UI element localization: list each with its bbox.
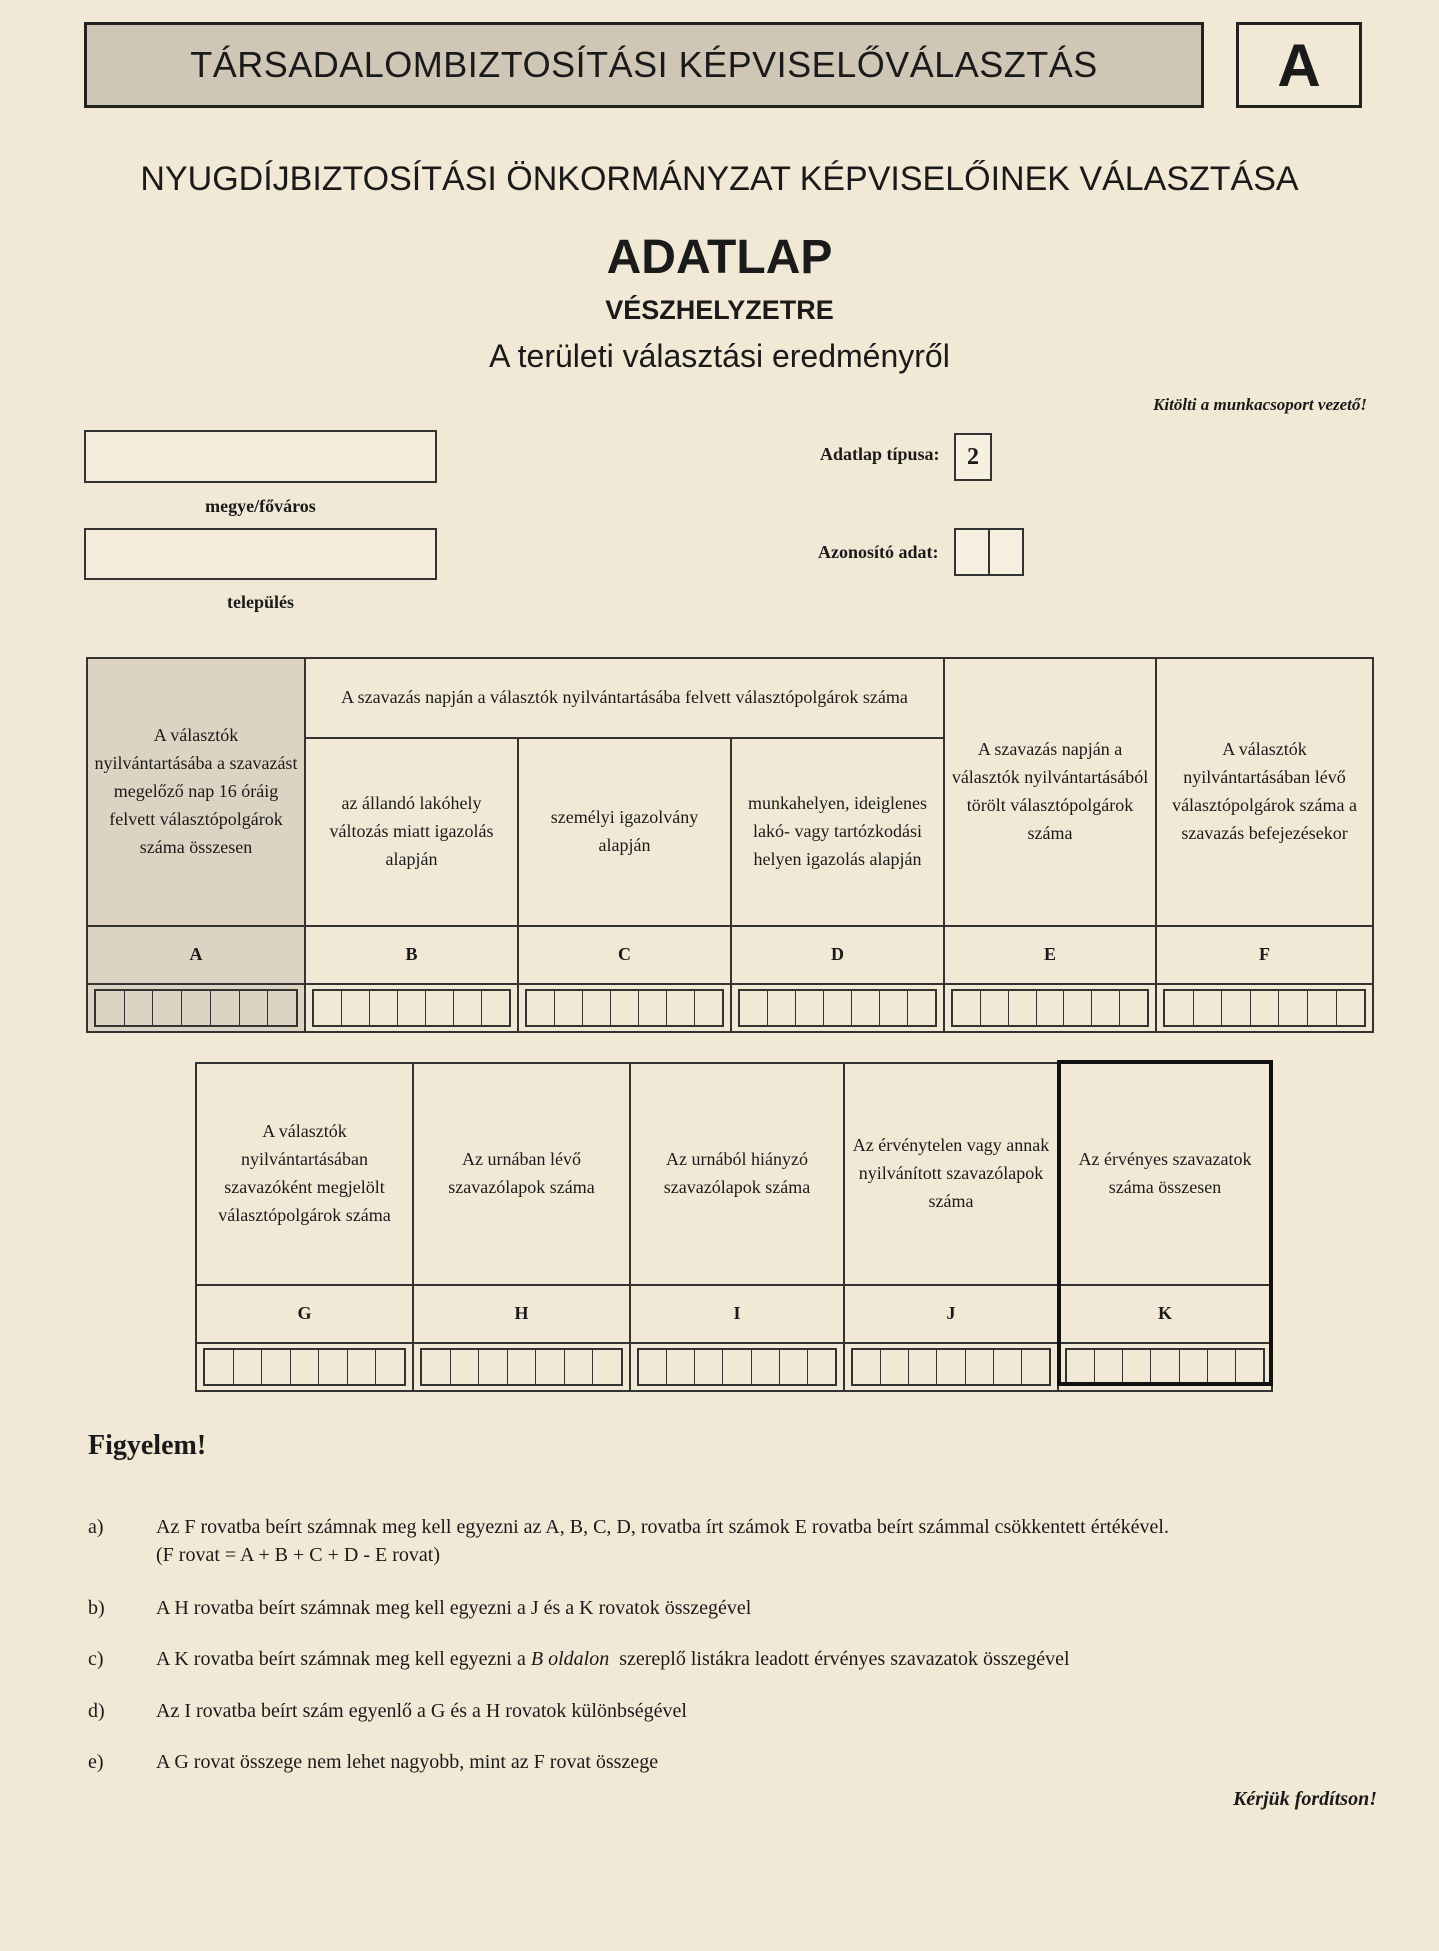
input-i[interactable]: [630, 1343, 844, 1391]
warning-item-e: [88, 1748, 1439, 1778]
warning-title: Figyelem!: [88, 1430, 207, 1461]
item-text: A H rovatba beírt számnak meg kell egyezni a J és a K rovatok összegével: [156, 1597, 752, 1619]
item-label: e): [88, 1751, 104, 1773]
item-text: Az I rovatba beírt szám egyenlő a G és a H rovatok különbségével: [156, 1700, 687, 1722]
input-c[interactable]: [518, 984, 731, 1032]
heading-subtitle: A területi választási eredményről: [489, 338, 950, 374]
input-a[interactable]: [87, 984, 305, 1032]
type-label: Adatlap típusa:: [820, 444, 940, 464]
col-b-header: az állandó lakóhely változás miatt igazolás alapján: [305, 738, 518, 926]
table-1: [86, 657, 1374, 1033]
group-header: A szavazás napján a választók nyilvántartásába felvett választópolgárok száma: [305, 658, 944, 738]
county-field[interactable]: [84, 430, 437, 483]
col-letter: K: [1058, 1285, 1272, 1343]
heading-line1: NYUGDÍJBIZTOSÍTÁSI ÖNKORMÁNYZAT KÉPVISELŐINEK VÁLASZTÁSA: [140, 160, 1299, 198]
col-letter: E: [944, 926, 1156, 984]
col-letter: H: [413, 1285, 630, 1343]
col-letter: A: [87, 926, 305, 984]
item-text-line1: Az F rovatba beírt számnak meg kell egyezni az A, B, C, D, rovatba írt számok E rovatba beírt számmal csökkentett értékével.: [156, 1516, 1169, 1538]
col-f-header: A választók nyilvántartásában lévő választópolgárok száma a szavazás befejezésekor: [1156, 658, 1373, 926]
id-label: Azonosító adat:: [818, 542, 939, 562]
col-a-header: A választók nyilvántartásába a szavazást megelőző nap 16 óráig felvett választópolgárok száma összesen: [87, 658, 305, 926]
item-text-italic: B oldalon: [530, 1648, 610, 1670]
col-letter: B: [305, 926, 518, 984]
settlement-label: település: [227, 592, 294, 612]
col-letter: F: [1156, 926, 1373, 984]
input-e[interactable]: [944, 984, 1156, 1032]
turn-page-note: Kérjük fordítson!: [1233, 1788, 1377, 1810]
id-digit-2[interactable]: [988, 528, 1024, 576]
col-letter: I: [630, 1285, 844, 1343]
item-text-after: szereplő listákra leadott érvényes szavazatok összegével: [609, 1648, 1070, 1670]
col-letter: C: [518, 926, 731, 984]
item-text: [156, 1645, 1439, 1673]
form-title: TÁRSADALOMBIZTOSÍTÁSI KÉPVISELŐVÁLASZTÁS: [84, 22, 1204, 108]
input-j[interactable]: [844, 1343, 1058, 1391]
item-text: A G rovat összege nem lehet nagyobb, mint az F rovat összege: [156, 1751, 659, 1773]
col-k-header: Az érvényes szavazatok száma összesen: [1058, 1063, 1272, 1285]
input-d[interactable]: [731, 984, 944, 1032]
col-c-header: személyi igazolvány alapján: [518, 738, 731, 926]
item-label: a): [88, 1516, 104, 1538]
type-field[interactable]: 2: [954, 433, 992, 481]
input-k[interactable]: [1058, 1343, 1272, 1391]
warning-item-b: [88, 1594, 1439, 1624]
item-label: c): [88, 1648, 104, 1670]
col-h-header: Az urnában lévő szavazólapok száma: [413, 1063, 630, 1285]
input-b[interactable]: [305, 984, 518, 1032]
county-label: megye/főváros: [205, 496, 316, 516]
col-i-header: Az urnából hiányzó szavazólapok száma: [630, 1063, 844, 1285]
form-letter: A: [1236, 22, 1362, 108]
input-h[interactable]: [413, 1343, 630, 1391]
input-g[interactable]: [196, 1343, 413, 1391]
col-letter: D: [731, 926, 944, 984]
item-label: b): [88, 1597, 105, 1619]
col-e-header: A szavazás napján a választók nyilvántartásából törölt választópolgárok száma: [944, 658, 1156, 926]
warning-item-d: [88, 1697, 1439, 1727]
item-text-before: A K rovatba beírt számnak meg kell egyezni a: [156, 1648, 531, 1670]
id-digit-1[interactable]: [954, 528, 990, 576]
col-j-header: Az érvénytelen vagy annak nyilvánított szavazólapok száma: [844, 1063, 1058, 1285]
fill-note: Kitölti a munkacsoport vezető!: [1153, 395, 1367, 414]
warning-item-c: [88, 1645, 1439, 1675]
settlement-field[interactable]: [84, 528, 437, 580]
warning-item-a: [88, 1513, 1439, 1573]
col-d-header: munkahelyen, ideiglenes lakó- vagy tartózkodási helyen igazolás alapján: [731, 738, 944, 926]
input-f[interactable]: [1156, 984, 1373, 1032]
col-letter: G: [196, 1285, 413, 1343]
item-label: d): [88, 1700, 105, 1722]
item-text: [156, 1513, 1439, 1569]
heading-adatlap: ADATLAP: [606, 231, 833, 284]
table-2: [195, 1062, 1273, 1392]
heading-emergency: VÉSZHELYZETRE: [605, 295, 834, 325]
col-g-header: A választók nyilvántartásában szavazóként megjelölt választópolgárok száma: [196, 1063, 413, 1285]
item-text-line2: (F rovat = A + B + C + D - E rovat): [156, 1544, 440, 1566]
col-letter: J: [844, 1285, 1058, 1343]
